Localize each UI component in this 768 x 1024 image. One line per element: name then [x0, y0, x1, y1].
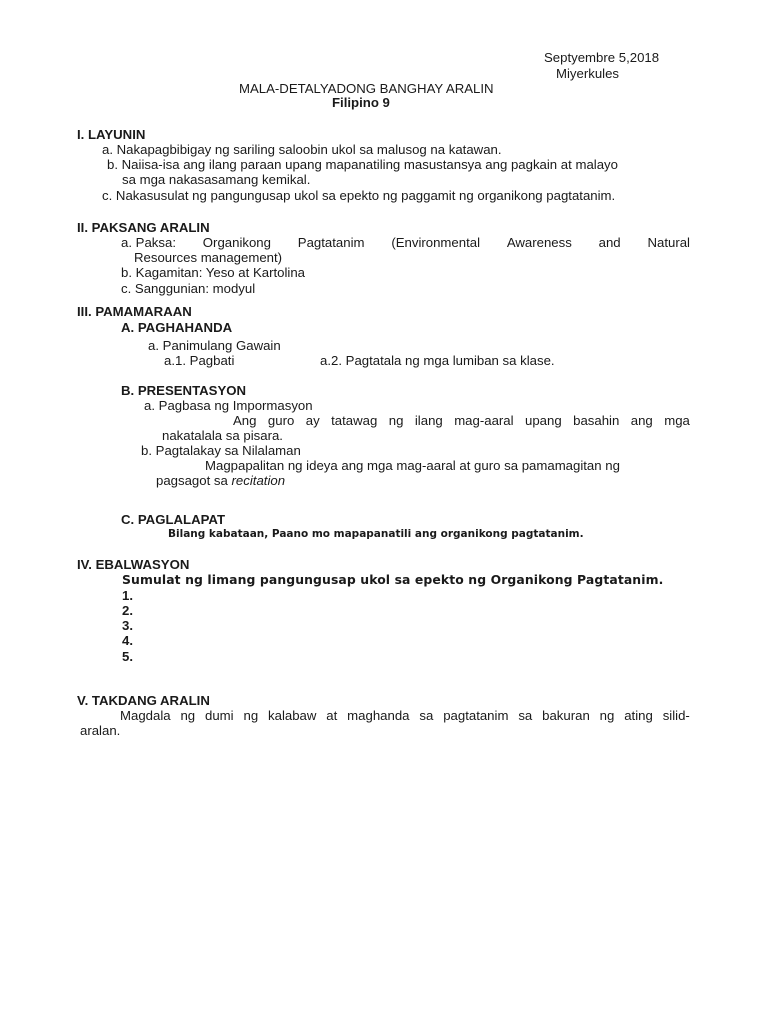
layunin-item-c: c. Nakasusulat ng pangungusap ukol sa epekto ng paggamit ng organikong pagtatanim. [102, 188, 616, 203]
recitation-term: recitation [231, 473, 286, 488]
paghahanda-heading: A. PAGHAHANDA [121, 320, 233, 335]
document-title: MALA-DETALYADONG BANGHAY ARALIN [239, 81, 494, 96]
paksang-aralin-item-c: c. Sanggunian: modyul [121, 281, 256, 296]
paghahanda-item-a1: a.1. Pagbati [164, 353, 235, 368]
paghahanda-item-a2: a.2. Pagtatala ng mga lumiban sa klase. [320, 353, 555, 368]
presentasyon-item-a: a. Pagbasa ng Impormasyon [144, 398, 313, 413]
presentasyon-item-b-body-line2: pagsagot sa recitation [156, 473, 286, 488]
ebalwasyon-item-2: 2. [122, 603, 133, 618]
presentasyon-item-b-body-line1: Magpapalitan ng ideya ang mga mag-aaral at guro sa pamamagitan ng [205, 458, 620, 473]
ebalwasyon-heading: IV. EBALWASYON [77, 557, 190, 572]
paksang-aralin-item-a-line1: a. Paksa: Organikong Pagtatanim (Environmental Awareness and Natural [121, 235, 690, 250]
presentasyon-item-a-body-line1: Ang guro ay tatawag ng ilang mag-aaral upang basahin ang mga [233, 413, 690, 428]
presentasyon-item-b: b. Pagtalakay sa Nilalaman [141, 443, 301, 458]
paghahanda-item-a: a. Panimulang Gawain [148, 338, 281, 353]
ebalwasyon-item-3: 3. [122, 618, 133, 633]
paglalapat-heading: C. PAGLALAPAT [121, 512, 226, 527]
presentasyon-heading: B. PRESENTASYON [121, 383, 247, 398]
layunin-item-b-line2: sa mga nakasasamang kemikal. [122, 172, 311, 187]
takdang-aralin-body-line1: Magdala ng dumi ng kalabaw at maghanda sa pagtatanim sa bakuran ng ating silid- [120, 708, 690, 723]
paksang-aralin-item-a-line2: Resources management) [134, 250, 283, 265]
layunin-heading: I. LAYUNIN [77, 127, 146, 142]
ebalwasyon-item-4: 4. [122, 633, 133, 648]
paksang-aralin-item-b: b. Kagamitan: Yeso at Kartolina [121, 265, 306, 280]
paglalapat-body: Bilang kabataan, Paano mo mapapanatili ang organikong pagtatanim. [168, 528, 584, 540]
takdang-aralin-heading: V. TAKDANG ARALIN [77, 693, 210, 708]
ebalwasyon-instruction: Sumulat ng limang pangungusap ukol sa epekto ng Organikong Pagtatanim. [122, 572, 664, 587]
presentasyon-item-a-body-line2: nakatalala sa pisara. [162, 428, 283, 443]
subject-title: Filipino 9 [332, 95, 390, 110]
layunin-item-a: a. Nakapagbibigay ng sariling saloobin ukol sa malusog na katawan. [102, 142, 502, 157]
paksang-aralin-heading: II. PAKSANG ARALIN [77, 220, 210, 235]
date: Septyembre 5,2018 [544, 50, 660, 65]
ebalwasyon-item-1: 1. [122, 588, 133, 603]
day: Miyerkules [556, 66, 620, 81]
layunin-item-b-line1: b. Naiisa-isa ang ilang paraan upang mapanatiling masustansya ang pagkain at malayo [107, 157, 618, 172]
pamamaraan-heading: III. PAMAMARAAN [77, 304, 192, 319]
ebalwasyon-item-5: 5. [122, 649, 133, 664]
takdang-aralin-body-line2: aralan. [80, 723, 121, 738]
